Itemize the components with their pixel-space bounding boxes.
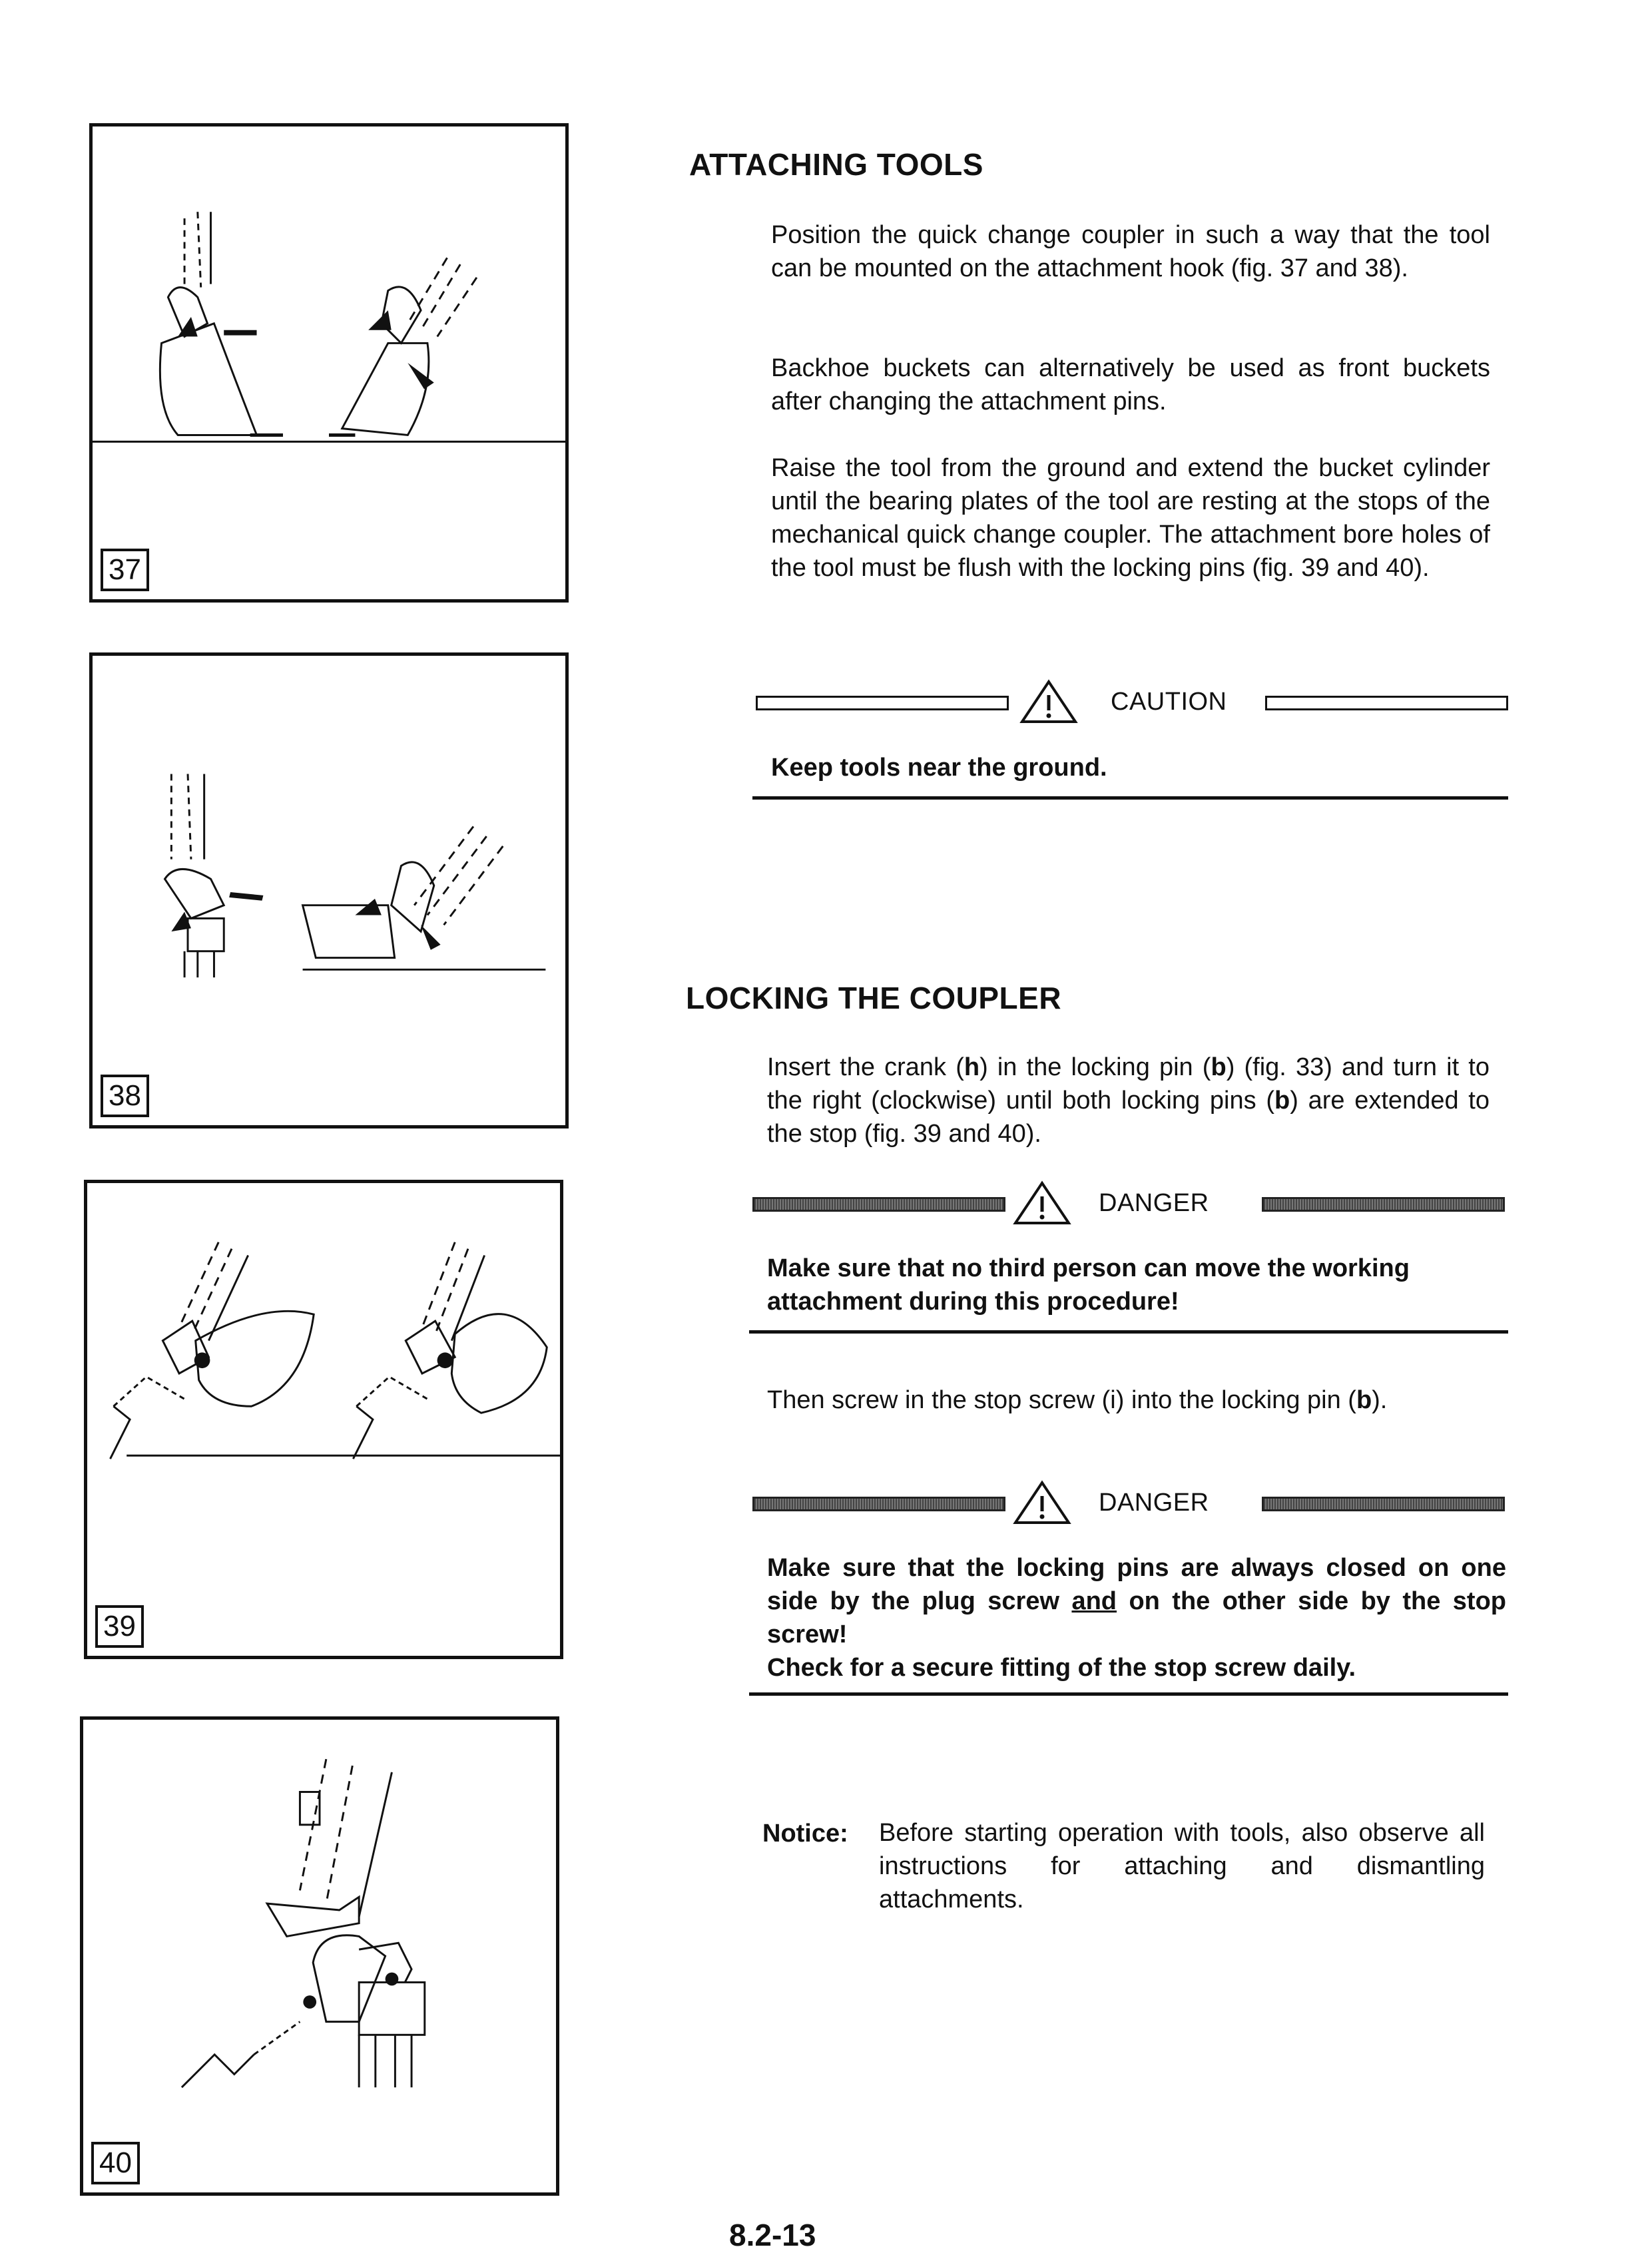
paragraph: Raise the tool from the ground and extend the bucket cylinder until the bearing plates of the tool are resting at the stops of the mechanical quick change coupler. The attachment bore holes of the tool must be flush with the locking pins (fig. 39 and 40).	[771, 454, 1490, 582]
divider	[749, 1692, 1508, 1696]
danger-label: DANGER	[1099, 1189, 1209, 1217]
warning-triangle-icon	[1019, 678, 1079, 725]
caution-banner	[752, 682, 1508, 720]
danger-banner	[749, 1184, 1505, 1221]
figure-number: 37	[101, 549, 149, 591]
danger-text: Make sure that no third person can move the working attachment during this procedure!	[767, 1254, 1410, 1316]
caution-text: Keep tools near the ground.	[771, 754, 1107, 782]
warning-triangle-icon	[1012, 1479, 1072, 1526]
paragraph: Backhoe buckets can alternatively be used as front buckets after changing the attachment pins.	[771, 354, 1490, 415]
danger-label: DANGER	[1099, 1489, 1209, 1517]
divider	[752, 796, 1508, 800]
figure-39-illustration	[87, 1183, 560, 1656]
notice-label: Notice:	[762, 1820, 848, 1848]
section-heading-attaching-tools: ATTACHING TOOLS	[689, 147, 983, 182]
figure-37-illustration	[93, 126, 565, 599]
figure-38	[89, 652, 569, 1128]
figure-40	[80, 1716, 559, 2196]
figure-number: 40	[91, 2142, 140, 2184]
figure-37	[89, 123, 569, 603]
danger-banner	[749, 1483, 1505, 1521]
caution-label: CAUTION	[1111, 688, 1227, 716]
warning-triangle-icon	[1012, 1180, 1072, 1226]
figure-39	[84, 1180, 563, 1659]
figure-38-illustration	[93, 656, 565, 1125]
page-number: 8.2-13	[729, 2218, 816, 2252]
section-heading-locking-the-coupler: LOCKING THE COUPLER	[686, 981, 1062, 1015]
divider	[749, 1330, 1508, 1334]
figure-40-illustration	[83, 1720, 556, 2192]
figure-number: 38	[101, 1075, 149, 1117]
paragraph: Then screw in the stop screw (i) into the locking pin (b).	[767, 1386, 1388, 1414]
notice-text: Before starting operation with tools, also observe all instructions for attaching and dismantling attachments.	[879, 1819, 1485, 1913]
danger-text: Make sure that the locking pins are always closed on one side by the plug screw and on the other side by the stop screw! Check for a secure fitting of the stop screw daily.	[767, 1554, 1506, 1682]
paragraph: Position the quick change coupler in such a way that the tool can be mounted on the attachment hook (fig. 37 and 38).	[771, 221, 1490, 282]
paragraph: Insert the crank (h) in the locking pin (b) (fig. 33) and turn it to the right (clockwise) until both locking pins (b) are extended to the stop (fig. 39 and 40).	[767, 1053, 1490, 1148]
figure-number: 39	[95, 1605, 144, 1648]
